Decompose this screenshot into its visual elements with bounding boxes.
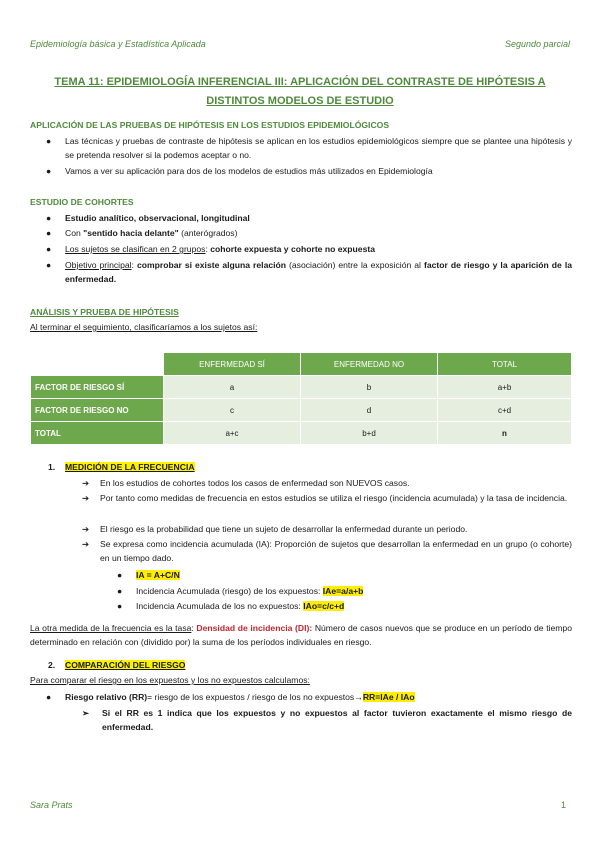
list-item: ● Objetivo principal: comprobar si existe alguna relación (asociación) entre la exposición al factor de riesgo y la aparición de la enfermedad. <box>46 260 573 284</box>
page-title <box>40 73 560 111</box>
arrow-right-icon: ➔ <box>82 478 90 488</box>
list-item: ➢ Si el RR es 1 indica que los expuestos y no expuestos al factor tuvieron exactamente el mismo riesgo de enfermedad. <box>82 708 572 732</box>
table-row <box>31 422 572 445</box>
row-label: FACTOR DE RIESGO SÍ <box>31 376 164 399</box>
list-item: ➔ Se expresa como incidencia acumulada (IA): Proporción de sujetos que desarrollan la enfermedad en un grupo (o cohorte) en un tiempo dado. <box>82 539 572 563</box>
document-page: Epidemiología básica y Estadística Aplicada Segundo parcial TEMA 11: EPIDEMIOLOGÍA INFERENCIAL III: APLICACIÓN DEL CONTRASTE DE HIPÓTESIS A DISTINTOS MODELOS DE ESTUDIO APLICACIÓN DE LAS PRUEBAS DE HIPÓTESIS EN LOS ESTUDIOS EPIDEMIOLÓGICOS ● Las técnicas y pruebas de contraste de hipótesis se aplican en los estudios epidemiológicos siempre que se plantee una hipótesis y se pretenda resolver si la podemos aceptar o no. ● Vamos a ver su aplicación para dos de los modelos de estudios más utilizados en Epidemiología ESTUDIO DE COHORTES ● Estudio analítico, observacional, longitudinal ● Con "sentido hacia delante" (anterógrados) ● Los sujetos se clasifican en 2 grupos: cohorte expuesta y cohorte no expuesta ● Objetivo principal: comprobar si existe alguna relación (asociación) entre la exposición al factor de riesgo y la aparición de la enfermedad. ANÁLISIS Y PRUEBA DE HIPÓTESIS Al terminar el seguimiento, clasificaríamos a los sujetos así: ENFERMEDAD SÍ ENFERMEDAD NO TOTAL FACTOR DE RIESGO SÍ a b a+b FACTOR DE RIESGO NO c d c+d TOTAL a+c b+d n 1. MEDICIÓN DE LA FRECUENCIA ➔ En los estudios de cohortes todos los casos de enfermedad son NUEVOS casos. ➔ Por tanto como medidas de frecuencia en estos estudios se utiliza el riesgo (incidencia acumulada) y la tasa de incidencia. ➔ El riesgo es la probabilidad que tiene un sujeto de desarrollar la enfermedad durante un periodo. ➔ Se expresa como incidencia acumulada (IA): Proporción de sujetos que desarrollan la enfermedad en un grupo (o cohorte) en un tiempo dado. ● IA = A+C/N ● Incidencia Acumulada (riesgo) de los expuestos: IAe=a/a+b ● Incidencia Acumulada de los no expuestos: IAo=c/c+d La otra medida de la frecuencia es la tasa: Densidad de incidencia (DI): Número de casos nuevos que se produce en un período de tiempo determinado en relación con (dividido por) la suma de los períodos individuales en riesgo. 2. COMPARACIÓN DEL RIESGO Para comparar el riesgo en los expuestos y los no expuestos calculamos: ● Riesgo relativo (RR)= riesgo de los expuestos / riesgo de los no expuestos→RR=IAe / IAo ➢ Si el RR es 1 indica que los expuestos y no expuestos al factor tuvieron exactamente el mismo riesgo de enfermedad. Sara Prats 1 <box>30 39 573 810</box>
section-heading-analysis: ANÁLISIS Y PRUEBA DE HIPÓTESIS <box>30 307 179 317</box>
arrow-right-icon: ➔ <box>82 524 90 534</box>
column-header: ENFERMEDAD NO <box>301 353 438 376</box>
table-cell: d <box>301 399 438 422</box>
bullet-icon: ● <box>46 692 52 702</box>
table-cell: a+c <box>164 422 301 445</box>
table-cell: n <box>438 422 572 445</box>
row-label: FACTOR DE RIESGO NO <box>31 399 164 422</box>
bullet-icon: ● <box>117 570 123 580</box>
analysis-intro: Al terminar el seguimiento, clasificaríamos a los sujetos así: <box>30 322 258 332</box>
table-cell: a+b <box>438 376 572 399</box>
header-term: Segundo parcial <box>504 39 570 49</box>
table-cell: c+d <box>438 399 572 422</box>
footer-author: Sara Prats <box>30 800 73 810</box>
table-row <box>31 376 572 399</box>
section-heading-hypothesis: APLICACIÓN DE LAS PRUEBAS DE HIPÓTESIS EN LOS ESTUDIOS EPIDEMIOLÓGICOS <box>30 120 390 130</box>
row-label: TOTAL <box>31 422 164 445</box>
table-cell: c <box>164 399 301 422</box>
list-item: ➔ Por tanto como medidas de frecuencia en estos estudios se utiliza el riesgo (incidencia acumulada) y la tasa de incidencia. <box>82 493 568 503</box>
risk-intro: Para comparar el riesgo en los expuestos y los no expuestos calculamos: <box>30 675 310 685</box>
title-line-1: TEMA 11: EPIDEMIOLOGÍA INFERENCIAL III: APLICACIÓN DEL CONTRASTE DE HIPÓTESIS A <box>54 76 546 88</box>
bullet-icon: ● <box>46 136 52 146</box>
table-header-row <box>31 353 572 376</box>
section-heading-cohorts: ESTUDIO DE COHORTES <box>30 197 134 207</box>
bullet-icon: ● <box>117 601 123 611</box>
triangle-arrow-icon: ➢ <box>82 708 90 718</box>
arrow-right-icon: ➔ <box>82 539 90 549</box>
table-cell: b <box>301 376 438 399</box>
table-row <box>31 399 572 422</box>
header-course: Epidemiología básica y Estadística Aplicada <box>30 39 206 49</box>
incidence-density-paragraph: La otra medida de la frecuencia es la tasa: Densidad de incidencia (DI): Número de casos nuevos que se produce en un período de tiempo determinado en relación con (dividido por) la suma de los períodos individuales en riesgo. <box>30 623 572 647</box>
contingency-table <box>30 352 572 445</box>
bullet-icon: ● <box>46 228 52 238</box>
column-header: TOTAL <box>438 353 572 376</box>
bullet-icon: ● <box>46 166 52 176</box>
bullet-icon: ● <box>46 260 52 270</box>
bullet-icon: ● <box>46 213 52 223</box>
list-item: ● Las técnicas y pruebas de contraste de hipótesis se aplican en los estudios epidemiológicos siempre que se plantee una hipótesis y se pretenda resolver si la podemos aceptar o no. <box>46 136 572 160</box>
table-cell: b+d <box>301 422 438 445</box>
arrow-right-icon: ➔ <box>82 493 90 503</box>
table-cell: a <box>164 376 301 399</box>
bullet-icon: ● <box>117 586 123 596</box>
page-number: 1 <box>560 800 566 810</box>
bullet-icon: ● <box>46 244 52 254</box>
title-line-2: DISTINTOS MODELOS DE ESTUDIO <box>206 95 394 107</box>
column-header: ENFERMEDAD SÍ <box>164 353 301 376</box>
